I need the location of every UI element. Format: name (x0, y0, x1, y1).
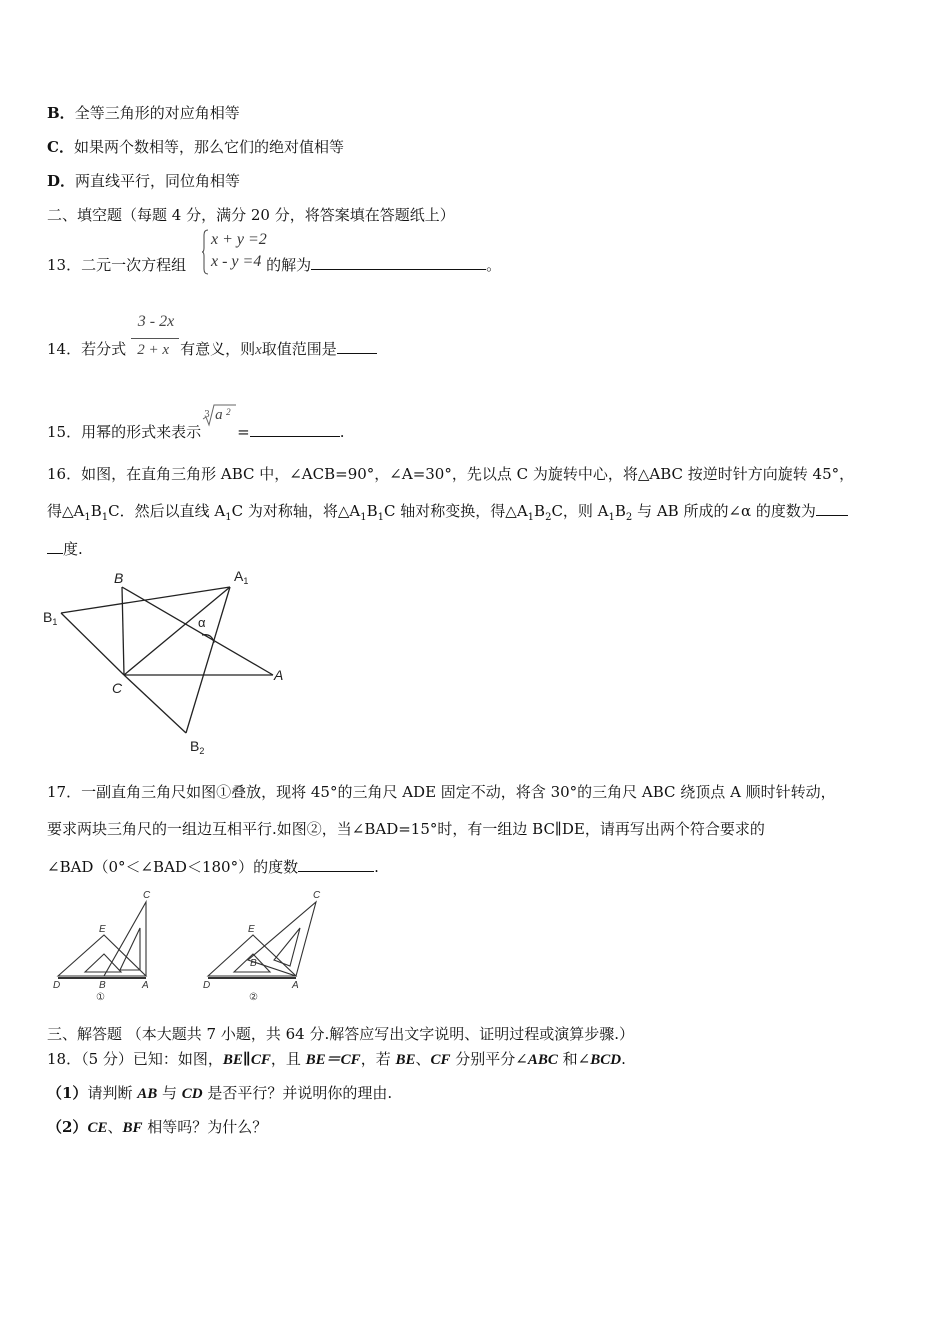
option-d-text: 两直线平行，同位角相等 (75, 172, 241, 190)
q17-line3 (47, 857, 379, 877)
option-b-text: 全等三角形的对应角相等 (74, 104, 240, 122)
q17-end: . (374, 858, 379, 876)
q18-p2-t2: 相等吗？为什么？ (142, 1118, 268, 1136)
option-c (47, 137, 344, 157)
q16-l2i: B (614, 502, 626, 520)
q14-denominator: 2 + x (137, 342, 169, 358)
option-b-letter: B． (47, 104, 75, 122)
q18-m1: BE∥CF (222, 1052, 271, 1068)
fig16-label-b2 (190, 738, 204, 756)
q14-answer-blank[interactable] (337, 339, 377, 354)
section2-title: 二、填空题（每题 4 分，满分 20 分，将答案填在答题纸上） (47, 206, 455, 224)
q16-answer-blank-part1[interactable] (816, 501, 848, 516)
q13-equation-system (202, 229, 267, 273)
figure-16 (40, 565, 300, 760)
q17-line1-text: 一副直角三角尺如图①叠放，现将 45°的三角尺 ADE 固定不动，将含 30°的三角尺 ABC 绕顶点 A 顺时针转动， (81, 783, 836, 801)
q18-p1-t1: 请判断 (87, 1084, 138, 1102)
fig16-label-b1-sub: 1 (52, 617, 58, 627)
fig16-label-c: C (112, 680, 123, 696)
q16-l2a: 得△A (47, 502, 85, 520)
q13-answer-blank[interactable] (311, 255, 486, 270)
fig16-seg-b1c (61, 613, 124, 675)
q16-line3 (47, 539, 83, 559)
q13-number: 13． (47, 256, 82, 274)
option-d-letter: D． (47, 172, 76, 190)
q16-sub-a1-3: 1 (360, 512, 367, 523)
q18-p2-m2: BF (122, 1120, 143, 1136)
q15-text-before: 用幂的形式来表示 (81, 423, 202, 441)
section3-title: 三、解答题 （本大题共 7 小题，共 64 分.解答应写出文字说明、证明过程或演算步骤.） (47, 1025, 635, 1043)
q14-text-mid: 有意义，则 (180, 340, 256, 358)
q18-t5: 分别平分∠ (450, 1050, 528, 1068)
q13-eq2: x - y =4 (211, 253, 262, 270)
q13-end: 。 (486, 256, 502, 274)
question-14 (47, 339, 377, 360)
q16-l2c: C．然后以直线 A (108, 502, 226, 520)
fig17-2-label-d: D (203, 980, 211, 991)
q15-number: 15． (47, 423, 82, 441)
fig17-2-label-a: A (292, 980, 299, 991)
q18-t3: ，若 (360, 1050, 396, 1068)
q16-sub-b1-2: 1 (377, 512, 385, 523)
q14-numerator (131, 313, 181, 331)
q15-radicand: a (215, 407, 223, 423)
q18-m2: BE＝CF (305, 1052, 361, 1068)
q18-score: （5 分） (81, 1050, 133, 1068)
fig17-1-label-b: B (99, 980, 106, 991)
fig16-label-b1-main: B (43, 609, 53, 625)
q15-equals: = (237, 423, 250, 441)
q16-l2j: 与 AB 所成的∠α 的度数为 (632, 502, 816, 520)
q13-brace-icon (202, 229, 209, 275)
q18-p2-number: （2） (47, 1118, 88, 1136)
fig17-2-label-b: B (250, 958, 257, 969)
q18-part2 (47, 1117, 267, 1138)
q16-line1 (47, 464, 854, 484)
q16-sub-a1-5: 1 (608, 512, 615, 523)
fig16-label-a1 (234, 568, 248, 586)
q14-text-before: 若分式 (81, 340, 127, 358)
fig17-1-inner-ade (85, 954, 121, 972)
fig16-label-a1-sub: 1 (243, 576, 249, 586)
fig16-label-b2-main: B (190, 738, 200, 754)
q16-sub-a1: 1 (84, 512, 91, 523)
q15-end: . (339, 423, 345, 441)
q18-p2-t1: 、 (107, 1118, 123, 1136)
q16-l2g: B (534, 502, 546, 520)
q16-line2 (47, 501, 848, 528)
option-d (47, 171, 240, 191)
question-13 (47, 255, 501, 275)
option-c-text: 如果两个数相等，那么它们的绝对值相等 (73, 138, 344, 156)
q16-l2f: C 轴对称变换，得△A (384, 502, 528, 520)
q18-p1-t2: 与 (157, 1084, 182, 1102)
q13-text-after: 的解为 (266, 256, 312, 274)
q16-sub-b2-2: 2 (625, 512, 633, 523)
fig17-1-label-a: A (142, 980, 149, 991)
q16-line1-text: 如图，在直角三角形 ABC 中，∠ACB=90°，∠A=30°，先以点 C 为旋转中心，将△ABC 按逆时针方向旋转 45°， (81, 465, 855, 483)
fig17-2-label-c: C (313, 890, 321, 901)
fig17-1-label-e: E (99, 924, 106, 935)
q16-answer-blank-part2[interactable] (47, 539, 63, 554)
q15-radical (201, 407, 237, 437)
q18-p1-number: （1） (47, 1084, 88, 1102)
fig16-alpha-arc (202, 635, 214, 643)
fig16-seg-b1a1 (61, 587, 230, 613)
fig17-2-inner-abc (274, 928, 300, 966)
fig17-1-label-d: D (53, 980, 61, 991)
fig16-seg-cb2 (124, 675, 186, 733)
q16-sub-a1-2: 1 (225, 512, 232, 523)
q18-m5: ABC (527, 1052, 558, 1068)
q15-root-index: 3 (204, 410, 210, 420)
q16-number: 16． (47, 465, 82, 483)
q17-line3-text: ∠BAD（0°＜∠BAD＜180°）的度数 (47, 858, 299, 876)
q13-text-before: 二元一次方程组 (81, 256, 187, 274)
fig16-label-b2-sub: 2 (199, 746, 205, 756)
q16-sub-a1-4: 1 (527, 512, 535, 523)
q13-eq1: x + y =2 (211, 231, 267, 248)
q14-text-after: 取值范围是 (261, 340, 337, 358)
q18-m6: BCD (590, 1052, 622, 1068)
fig16-label-b1 (43, 609, 57, 627)
option-b (47, 103, 240, 123)
q18-t1: 已知：如图， (132, 1050, 223, 1068)
fig16-label-a1-main: A (234, 568, 244, 584)
fig16-label-b: B (114, 570, 124, 586)
q18-t6: 和∠ (557, 1050, 591, 1068)
question-15 (47, 407, 345, 442)
q14-numerator-text: 3 - 2x (137, 313, 175, 330)
q16-l2b: B (90, 502, 102, 520)
q16-l2e: B (366, 502, 378, 520)
q18-t4: 、 (415, 1050, 431, 1068)
q16-l2d: C 为对称轴，将△A (231, 502, 361, 520)
fig17-2-caption: ② (249, 992, 258, 1003)
q18-p1-t3: 是否平行？并说明你的理由. (202, 1084, 393, 1102)
q14-number: 14． (47, 340, 82, 358)
fig17-2-triangle-abc (248, 902, 316, 976)
q18-t2: ，且 (270, 1050, 306, 1068)
fig17-1-label-c: C (143, 890, 151, 901)
q18-part1 (47, 1083, 392, 1104)
q17-line1 (47, 782, 836, 802)
q18-p1-m1: AB (137, 1086, 158, 1102)
q17-number: 17． (47, 783, 82, 801)
fig16-label-a: A (274, 667, 284, 683)
q18-m3: BE (395, 1052, 416, 1068)
q18-p2-m1: CE (87, 1120, 108, 1136)
q16-line3-text: 度. (63, 540, 83, 558)
q17-line2: 要求两块三角尺的一组边互相平行.如图②，当∠BAD=15°时，有一组边 BC∥DE，请再写出两个符合要求的 (47, 820, 765, 838)
fig16-label-alpha: α (198, 615, 206, 630)
fig16-seg-ca1 (124, 587, 230, 675)
q17-answer-blank[interactable] (298, 857, 374, 872)
q15-answer-blank[interactable] (250, 422, 340, 437)
q15-radicand-exp: 2 (226, 407, 231, 417)
q18-t7: . (621, 1050, 626, 1068)
q18-p1-m2: CD (181, 1086, 203, 1102)
q18-number: 18． (47, 1050, 82, 1068)
q16-sub-b2: 2 (545, 512, 552, 523)
fig17-1-inner-abc (120, 928, 140, 970)
q18-stem (47, 1049, 626, 1070)
fig17-1-caption: ① (96, 992, 105, 1003)
q16-l2h: C，则 A (551, 502, 609, 520)
fig16-seg-bc (122, 587, 124, 675)
option-c-letter: C． (47, 138, 74, 156)
figure-17 (48, 888, 338, 1006)
q18-m4: CF (430, 1052, 451, 1068)
q14-var: x (255, 342, 262, 358)
fig17-2-label-e: E (248, 924, 255, 935)
q16-sub-b1: 1 (101, 512, 109, 523)
fig16-seg-a1b2 (186, 587, 230, 733)
